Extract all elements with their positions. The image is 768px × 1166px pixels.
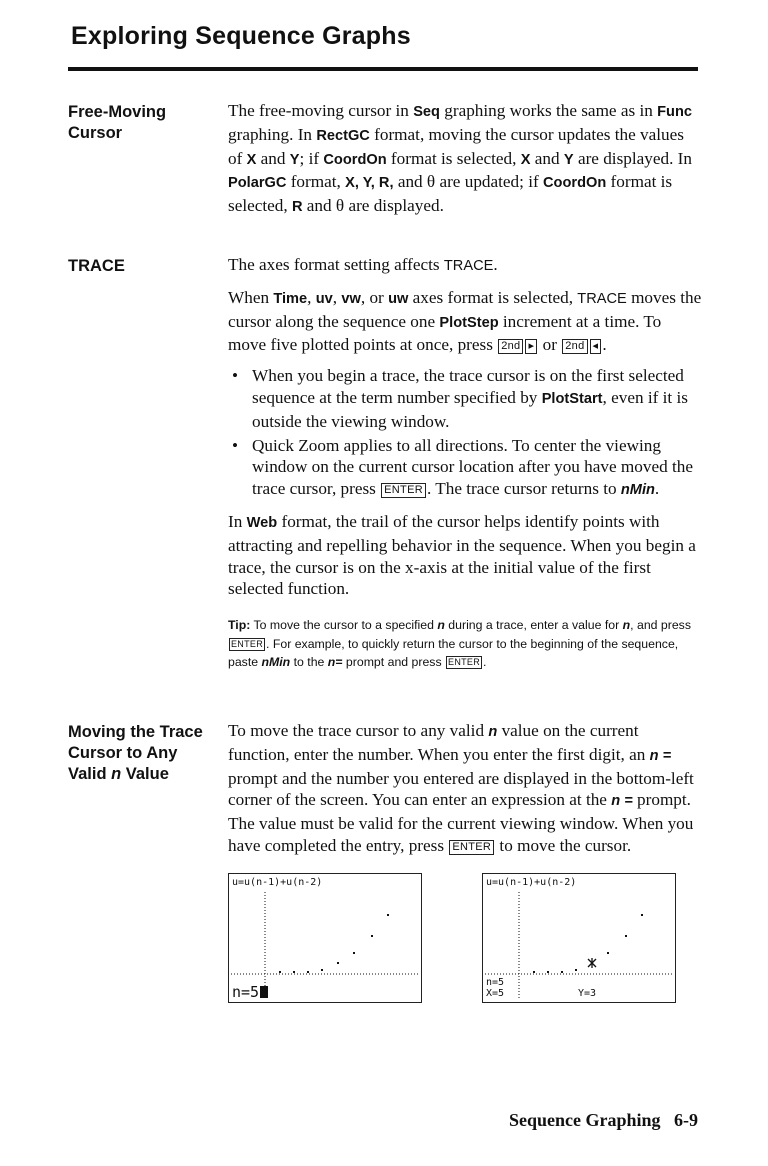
bullet-dot-icon: •: [232, 435, 239, 455]
key-2nd: 2nd: [498, 339, 523, 354]
free-moving-heading: Free-Moving Cursor: [68, 103, 167, 142]
screen-right-y-readout: Y=3: [578, 988, 597, 999]
trace-heading: TRACE: [68, 257, 125, 275]
screen-right-graph: [483, 874, 675, 1002]
moving-paragraph: To move the trace cursor to any valid n value on the current function, enter the number. When you enter the first digit, an n = prompt and the number you entered are displayed in the bottom-left corner of the screen. You can enter an expression at the n = prompt. The value must be valid for the current viewing window. When you have completed the entry, press ENTER to move the cursor.: [228, 721, 694, 855]
page-footer: Sequence Graphing 6-9: [508, 1110, 698, 1130]
bullet-dot-icon: •: [232, 366, 239, 386]
key-2nd: 2nd: [562, 339, 587, 354]
screen-right-equation: u=u(n-1)+u(n-2): [486, 877, 577, 888]
key-left-arrow: ◂: [590, 339, 602, 354]
key-enter: ENTER: [449, 840, 494, 855]
trace-bullet-1: • When you begin a trace, the trace cursor is on the first selected sequence at the term number specified by PlotStart, even if it is outside the viewing window.: [232, 366, 688, 431]
trace-paragraph-2: When Time, uv, vw, or uw axes format is selected, TRACE moves the cursor along the sequence one PlotStep increment at a time. To move five plotted points at once, press 2nd ▸ or 2nd ◂ .: [228, 287, 702, 355]
screen-left-prompt: n=5: [232, 984, 268, 1000]
trace-cursor-icon: [588, 958, 596, 968]
key-right-arrow: ▸: [525, 339, 537, 354]
free-moving-paragraph: The free-moving cursor in Seq graphing works the same as in Func graphing. In RectGC format, moving the cursor updates the values of X and Y; if CoordOn format is selected, X and Y are displayed. In PolarGC format, X, Y, R, and θ are updated; if CoordOn format is selected, R and θ are displayed.: [228, 101, 693, 216]
key-enter: ENTER: [381, 483, 426, 498]
screen-left-equation: u=u(n-1)+u(n-2): [232, 877, 323, 888]
key-enter: ENTER: [448, 657, 481, 667]
screen-right-n-line: n=5: [486, 977, 505, 988]
cursor-block-icon: [260, 986, 268, 998]
trace-bullet-2: • Quick Zoom applies to all directions. To center the viewing window on the current cursor location after you have moved the trace cursor, press ENTER . The trace cursor returns to nMin.: [232, 435, 694, 499]
tip-note: Tip: To move the cursor to a specified n during a trace, enter a value for n, and press ENTER . For example, to quickly return the cursor to the beginning of the sequence, paste nMin to the n= prompt and press ENTER .: [228, 618, 691, 669]
trace-paragraph-3: In Web format, the trail of the cursor helps identify points with attracting and repelling behavior in the sequence. When you begin a trace, the cursor is on the x-axis at the initial value of the first selected function.: [228, 511, 696, 599]
calculator-screen-right: [482, 873, 676, 1003]
key-enter: ENTER: [231, 638, 264, 649]
screen-right-x-readout: X=5: [486, 988, 505, 999]
trace-body: [228, 254, 702, 600]
trace-paragraph-1: The axes format setting affects TRACE.: [228, 255, 498, 274]
title-rule: [68, 67, 698, 71]
calculator-screen-left: [228, 873, 422, 1003]
free-moving-body: [228, 100, 702, 219]
moving-body: [228, 720, 702, 857]
page-title: Exploring Sequence Graphs: [71, 22, 411, 50]
moving-heading: Moving the Trace Cursor to Any Valid n Value: [68, 723, 203, 783]
